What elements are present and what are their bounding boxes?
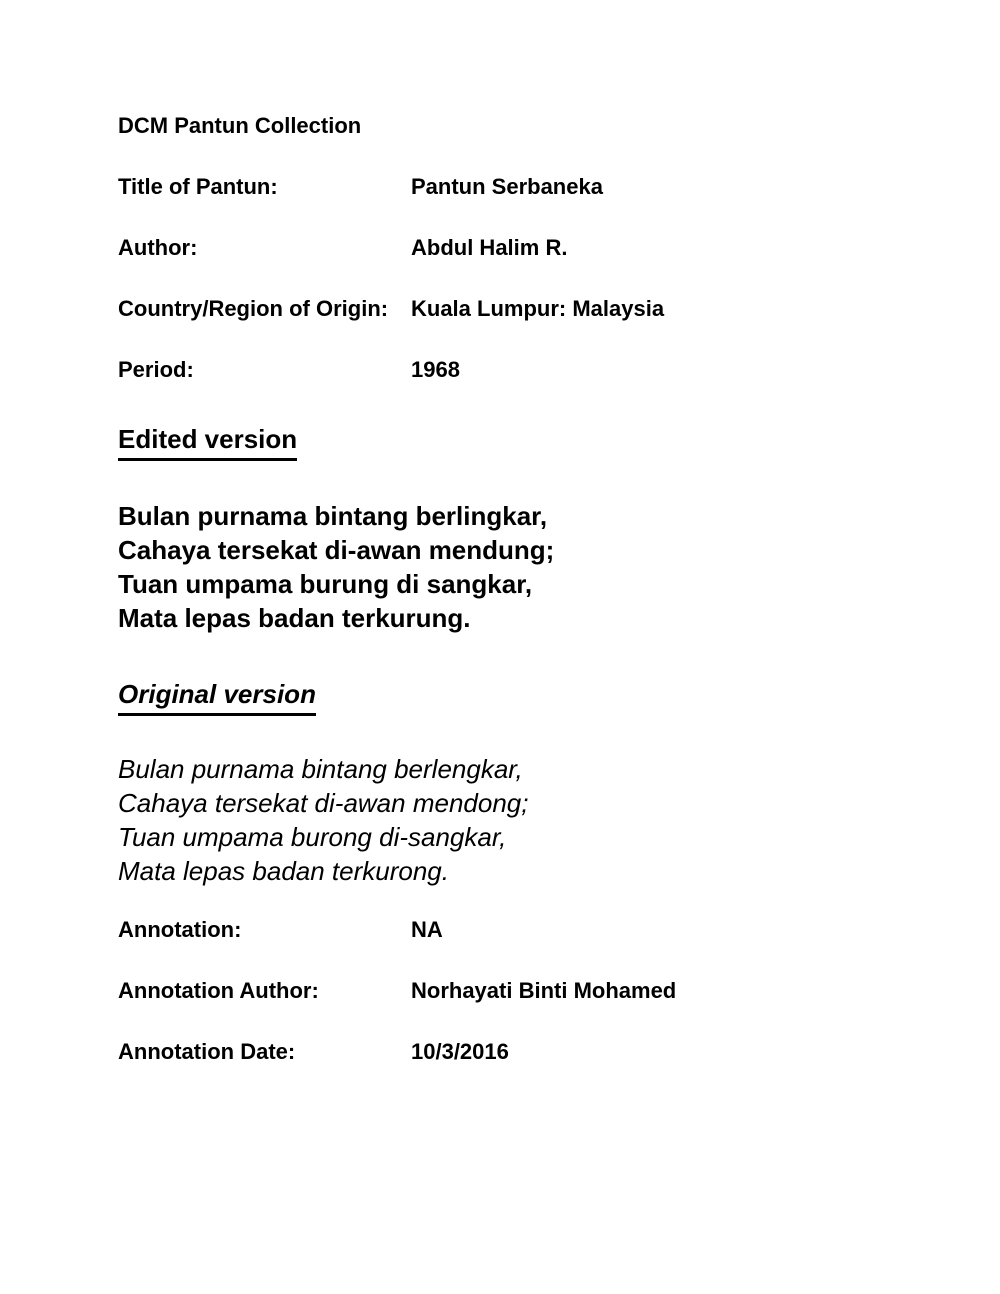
field-row-period: [118, 356, 940, 384]
field-label: Annotation Author:: [118, 978, 319, 1003]
field-label: Author:: [118, 235, 198, 260]
poem-line: Bulan purnama bintang berlengkar,: [118, 754, 523, 784]
poem-line: Cahaya tersekat di-awan mendong;: [118, 788, 529, 818]
edited-version-heading-text: Edited version: [118, 422, 297, 461]
field-row-title-of-pantun: [118, 173, 940, 201]
field-row-annotation-date: [118, 1038, 940, 1066]
field-label: Country/Region of Origin:: [118, 296, 389, 321]
field-value: Abdul Halim R.: [411, 235, 568, 260]
page-title: DCM Pantun Collection: [118, 113, 362, 138]
edited-poem: [118, 499, 940, 635]
field-row-annotation-author: [118, 977, 940, 1005]
field-label: Period:: [118, 357, 194, 382]
field-value: Pantun Serbaneka: [411, 174, 603, 199]
poem-line: Mata lepas badan terkurung.: [118, 603, 471, 633]
poem-line: Mata lepas badan terkurong.: [118, 856, 449, 886]
field-value: NA: [411, 917, 443, 942]
field-label: Annotation:: [118, 917, 242, 942]
field-value: 10/3/2016: [411, 1039, 509, 1064]
original-version-heading-text: Original version: [118, 677, 316, 716]
poem-line: Cahaya tersekat di-awan mendung;: [118, 535, 555, 565]
poem-line: Bulan purnama bintang berlingkar,: [118, 501, 548, 531]
field-label: Annotation Date:: [118, 1039, 296, 1064]
annotation-section: [118, 916, 940, 1066]
field-row-annotation: [118, 916, 940, 944]
edited-version-heading: [118, 422, 940, 461]
field-row-author: [118, 234, 940, 262]
poem-line: Tuan umpama burong di-sangkar,: [118, 822, 507, 852]
field-value: 1968: [411, 357, 460, 382]
field-value: Norhayati Binti Mohamed: [411, 978, 677, 1003]
field-label: Title of Pantun:: [118, 174, 278, 199]
original-poem: [118, 752, 940, 888]
field-row-country-region: [118, 295, 940, 323]
original-version-heading: [118, 677, 940, 716]
field-value: Kuala Lumpur: Malaysia: [411, 296, 665, 321]
poem-line: Tuan umpama burung di sangkar,: [118, 569, 533, 599]
